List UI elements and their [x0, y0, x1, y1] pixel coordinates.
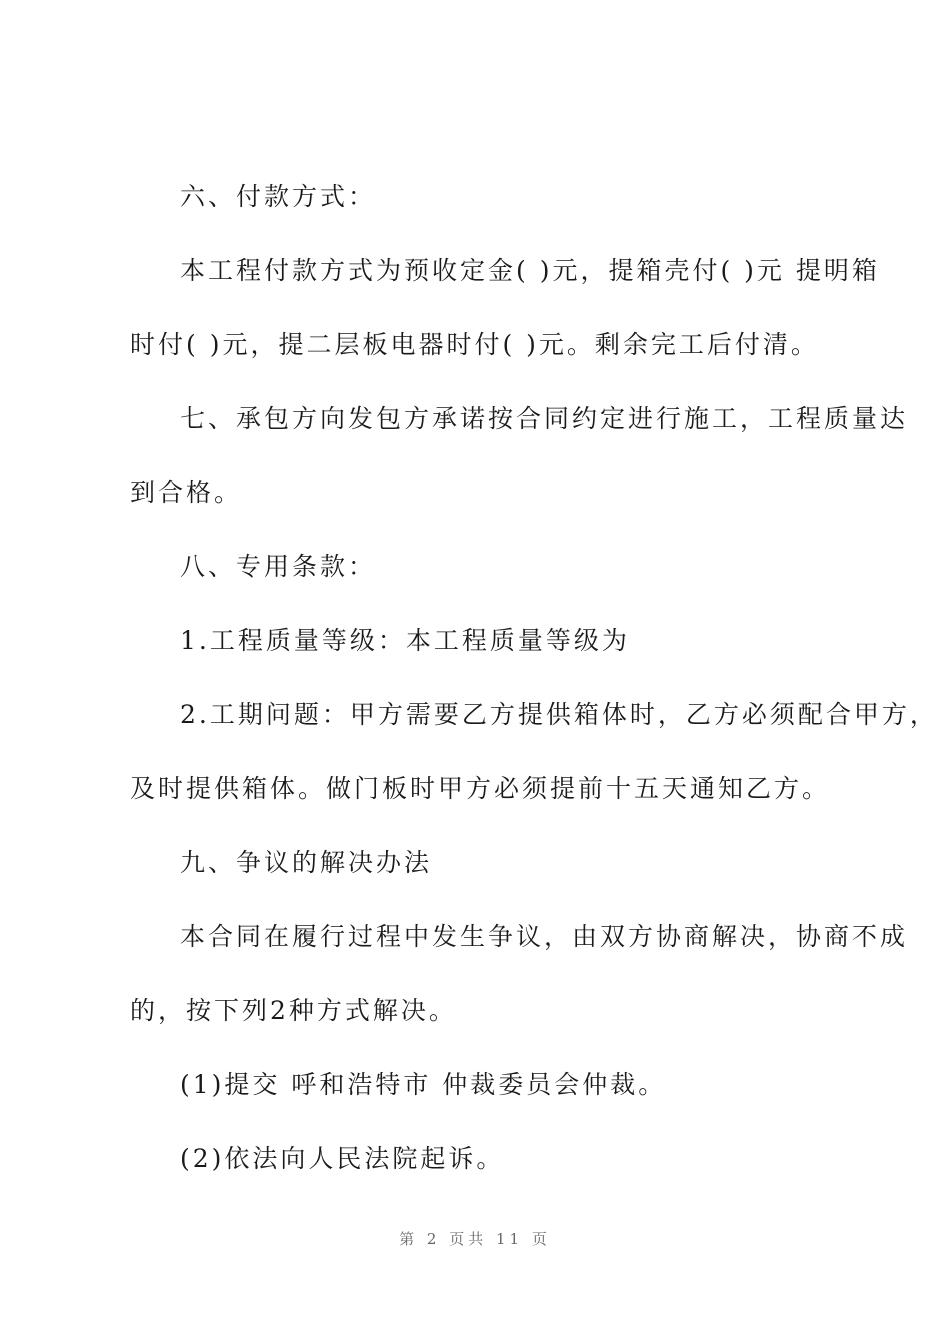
- clause-2-line-2: 及时提供箱体。做门板时甲方必须提前十五天通知乙方。: [130, 774, 831, 803]
- dispute-option-2: (2)依法向人民法院起诉。: [180, 1144, 505, 1173]
- section-8-heading: 八、专用条款：: [180, 552, 377, 581]
- dispute-option-1: (1)提交 呼和浩特市 仲裁委员会仲裁。: [180, 1070, 667, 1099]
- dispute-paragraph-line-2: 的，按下列2种方式解决。: [130, 996, 457, 1025]
- payment-paragraph-line-2: 时付( )元，提二层板电器时付( )元。剩余完工后付清。: [130, 330, 819, 359]
- section-7-line-2: 到合格。: [130, 478, 243, 507]
- page-number-footer: 第 2 页共 11 页: [399, 1230, 551, 1248]
- section-6-heading: 六、付款方式：: [180, 182, 377, 211]
- section-9-heading: 九、争议的解决办法: [180, 848, 433, 877]
- clause-1: 1.工程质量等级：本工程质量等级为: [180, 626, 630, 655]
- clause-2-line-1: 2.工期问题：甲方需要乙方提供箱体时，乙方必须配合甲方，: [180, 700, 938, 729]
- dispute-paragraph-line-1: 本合同在履行过程中发生争议，由双方协商解决，协商不成: [180, 922, 909, 951]
- section-7-line-1: 七、承包方向发包方承诺按合同约定进行施工，工程质量达: [180, 404, 909, 433]
- payment-paragraph-line-1: 本工程付款方式为预收定金( )元，提箱壳付( )元 提明箱: [180, 256, 880, 285]
